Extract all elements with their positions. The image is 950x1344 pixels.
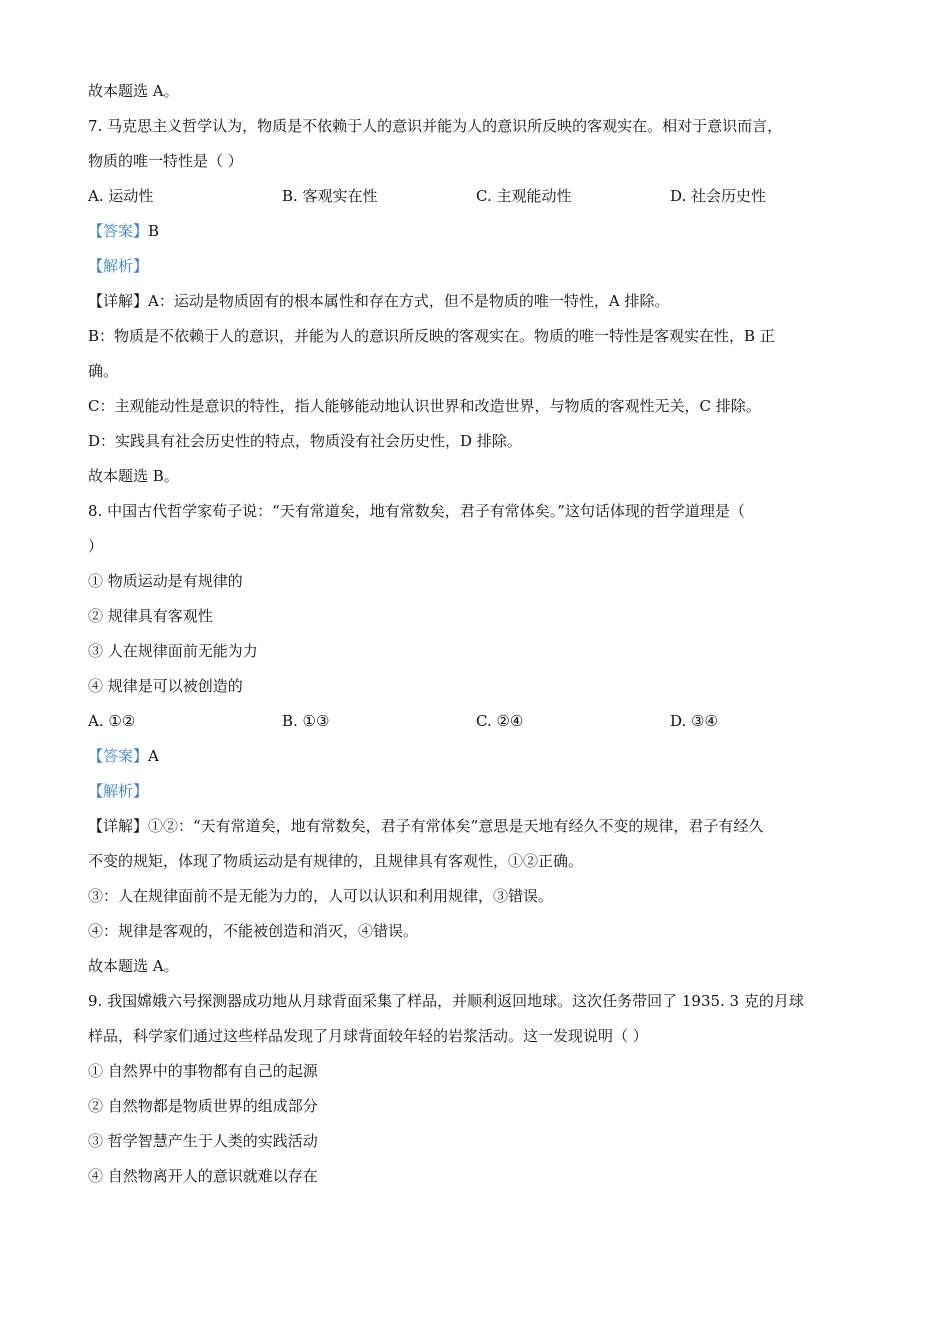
answer-value: B (148, 222, 160, 240)
q7-answer (88, 214, 868, 249)
detail-text: A：运动是物质固有的根本属性和存在方式，但不是物质的唯一特性，A 排除。 (148, 292, 670, 310)
analysis-tag: 【解析】 (88, 257, 149, 275)
answer-value: A (148, 747, 159, 765)
q7-stem-line1: 7. 马克思主义哲学认为，物质是不依赖于人的意识并能为人的意识所反映的客观实在。相对于意识而言， (88, 117, 783, 135)
detail-tag: 【详解】 (88, 292, 149, 310)
q9-statement-4: ④ 自然物离开人的意识就难以存在 (88, 1167, 318, 1185)
q8-option-c: C. ②④ (476, 712, 524, 730)
q8-statement-2: ② 规律具有客观性 (88, 607, 213, 625)
q7-conclusion: 故本题选 B。 (88, 467, 179, 485)
q8-detail-12-line2: 不变的规矩，体现了物质运动是有规律的，且规律具有客观性，①②正确。 (88, 852, 584, 870)
q8-option-d: D. ③④ (670, 712, 718, 730)
answer-tag: 【答案】 (88, 222, 149, 240)
q7-detail-b-line2: 确。 (88, 362, 119, 380)
q7-detail-c: C：主观能动性是意识的特性，指人能够能动地认识世界和改造世界，与物质的客观性无关，C 排除。 (88, 397, 761, 415)
q8-statement-4: ④ 规律是可以被创造的 (88, 677, 243, 695)
q8-option-b: B. ①③ (282, 712, 330, 730)
q7-detail-b-line1: B：物质是不依赖于人的意识，并能为人的意识所反映的客观实在。物质的唯一特性是客观实在性，B 正 (88, 327, 775, 345)
q7-option-c: C. 主观能动性 (476, 187, 572, 205)
q8-statement-1: ① 物质运动是有规律的 (88, 572, 243, 590)
q7-detail-d: D：实践具有社会历史性的特点，物质没有社会历史性，D 排除。 (88, 432, 522, 450)
q8-statement-3: ③ 人在规律面前无能为力 (88, 642, 258, 660)
q8-detail-4: ④：规律是客观的，不能被创造和消灭，④错误。 (88, 922, 419, 940)
q7-stem-line2: 物质的唯一特性是（ ） (88, 152, 243, 170)
q7-options (88, 179, 868, 214)
q9-statement-3: ③ 哲学智慧产生于人类的实践活动 (88, 1132, 318, 1150)
q7-analysis (88, 249, 868, 284)
detail-text: ①②：“天有常道矣，地有常数矣，君子有常体矣”意思是天地有经久不变的规律，君子有经久 (148, 817, 764, 835)
q6-conclusion: 故本题选 A。 (88, 82, 179, 100)
q8-options (88, 704, 868, 739)
document-page (88, 74, 868, 1194)
q8-detail-3: ③：人在规律面前不是无能为力的，人可以认识和利用规律，③错误。 (88, 887, 554, 905)
analysis-tag: 【解析】 (88, 782, 149, 800)
q7-option-d: D. 社会历史性 (670, 187, 767, 205)
q8-analysis (88, 774, 868, 809)
q8-stem-line2: ） (88, 537, 104, 555)
detail-tag: 【详解】 (88, 817, 149, 835)
q7-detail-a (88, 284, 868, 319)
q9-stem-line1: 9. 我国嫦娥六号探测器成功地从月球背面采集了样品，并顺利返回地球。这次任务带回了 1935. 3 克的月球 (88, 992, 804, 1010)
q8-stem-line1: 8. 中国古代哲学家荀子说：“天有常道矣，地有常数矣，君子有常体矣。”这句话体现的哲学道理是（ (88, 502, 745, 520)
q7-option-b: B. 客观实在性 (282, 187, 378, 205)
q7-option-a: A. 运动性 (88, 187, 154, 205)
q8-detail-12-line1 (88, 809, 868, 844)
q9-stem-line2: 样品，科学家们通过这些样品发现了月球背面较年轻的岩浆活动。这一发现说明（ ） (88, 1027, 648, 1045)
q8-option-a: A. ①② (88, 712, 136, 730)
answer-tag: 【答案】 (88, 747, 149, 765)
q9-statement-1: ① 自然界中的事物都有自己的起源 (88, 1062, 318, 1080)
q8-answer (88, 739, 868, 774)
q9-statement-2: ② 自然物都是物质世界的组成部分 (88, 1097, 318, 1115)
q8-conclusion: 故本题选 A。 (88, 957, 179, 975)
